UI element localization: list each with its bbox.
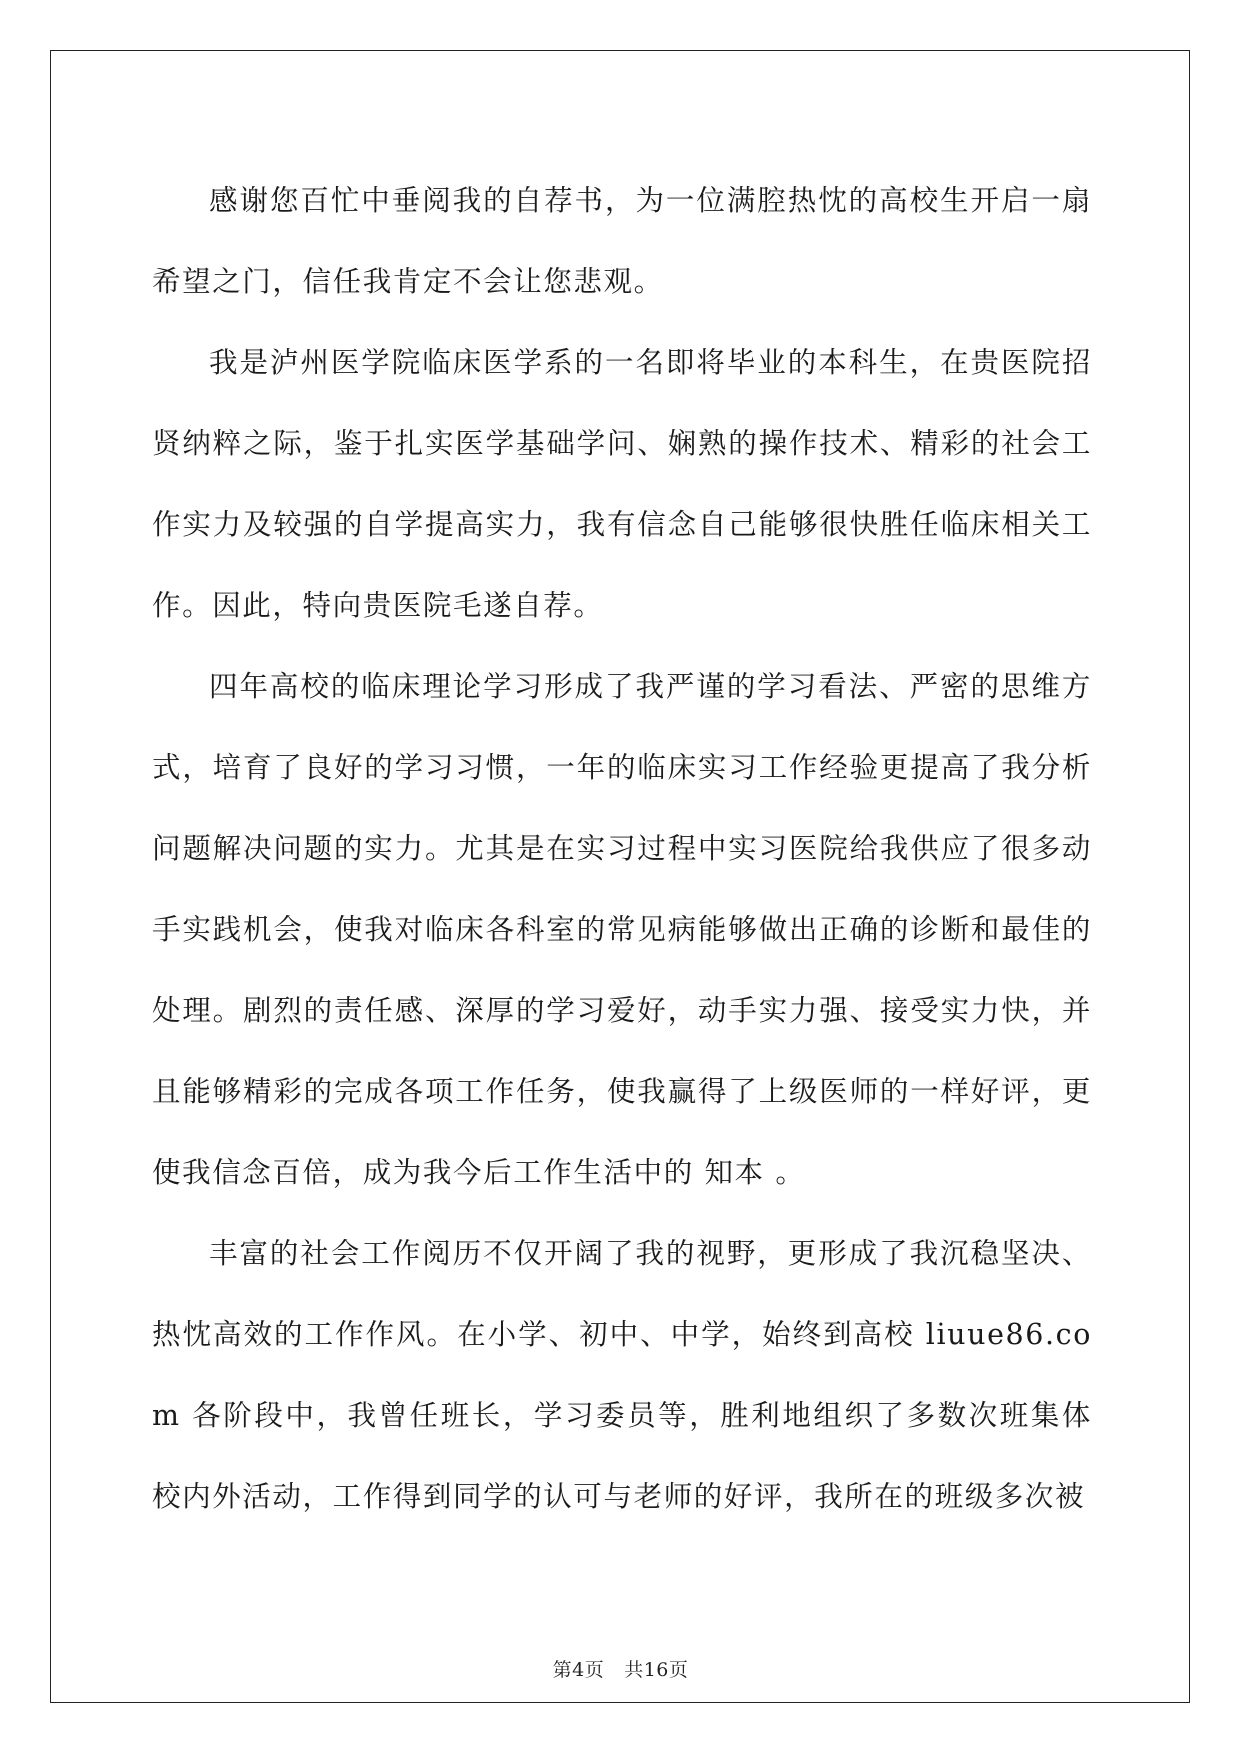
paragraph-1: 感谢您百忙中垂阅我的自荐书，为一位满腔热忱的高校生开启一扇希望之门，信任我肯定不会让您悲观。 [152, 184, 1092, 298]
paragraph-3: 四年高校的临床理论学习形成了我严谨的学习看法、严密的思维方式，培育了良好的学习习惯，一年的临床实习工作经验更提高了我分析问题解决问题的实力。尤其是在实习过程中实习医院给我供应了很多动手实践机会，使我对临床各科室的常见病能够做出正确的诊断和最佳的处理。剧烈的责任感、深厚的学习爱好，动手实力强、接受实力快，并且能够精彩的完成各项工作任务，使我赢得了上级医师的一样好评，更使我信念百倍，成为我今后工作生活中的 知本 。 [152, 670, 1092, 1189]
paragraph-2: 我是泸州医学院临床医学系的一名即将毕业的本科生，在贵医院招贤纳粹之际，鉴于扎实医学基础学问、娴熟的操作技术、精彩的社会工作实力及较强的自学提高实力，我有信念自己能够很快胜任临床相关工作。因此，特向贵医院毛遂自荐。 [152, 346, 1092, 622]
document-body [152, 160, 1092, 1537]
page-total: 共16页 [624, 1659, 689, 1681]
page-footer [0, 1655, 1241, 1682]
paragraph-4: 丰富的社会工作阅历不仅开阔了我的视野，更形成了我沉稳坚决、热忱高效的工作作风。在小学、初中、中学，始终到高校 liuue86.com 各阶段中，我曾任班长，学习委员等，胜利地组织了多数次班集体校内外活动，工作得到同学的认可与老师的好评，我所在的班级多次被 [152, 1237, 1092, 1513]
page-number: 第4页 [552, 1659, 605, 1681]
